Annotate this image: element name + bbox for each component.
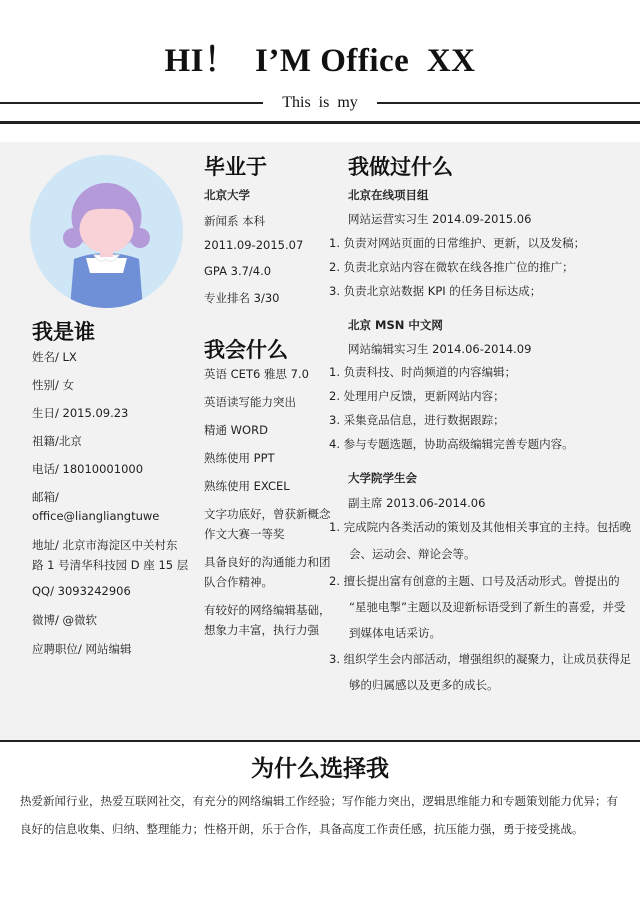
info-line: office@liangliangtuwe [32,509,160,523]
page-title: HI！ I’M Office XX [164,43,476,79]
education-line: GPA 3.7/4.0 [204,264,272,278]
skill-line: 熟练使用 PPT [204,451,275,465]
info-line: 生日/ 2015.09.23 [32,406,129,420]
page-subtitle: This is my [263,92,377,114]
section-heading-why-me: 为什么选择我 [251,756,389,782]
info-line: QQ/ 3093242906 [32,584,131,598]
education-line: 新闻系 本科 [204,214,266,228]
job-item: 到媒体电话采访。 [349,626,441,640]
job-role: 网站运营实习生 2014.09-2015.06 [348,212,532,226]
info-line: 路 1 号清华科技园 D 座 15 层 [32,558,189,572]
job-item: 2. 处理用户反馈，更新网站内容； [329,389,505,403]
skill-line: 英语读写能力突出 [204,395,296,409]
job-item: 1. 负责对网站页面的日常维护、更新，以及发稿； [329,236,586,250]
info-line: 性别/ 女 [32,378,75,392]
skill-line: 精通 WORD [204,423,268,437]
avatar [30,155,183,308]
skill-line: 文字功底好，曾获新概念 [204,507,331,521]
education-line: 2011.09-2015.07 [204,238,304,252]
why-me-text: 热爱新闻行业，热爱互联网社交，有充分的网络编辑工作经验；写作能力突出，逻辑思维能力和专题策划能力优异；有良好的信息收集、归纳、整理能力；性格开朗，乐于合作，具备高度工作责任感，抗压能力强，勇于接受挑战。 [20,794,618,836]
job-item: 1. 完成院内各类活动的策划及其他相关事宜的主持。包括晚 [329,520,632,534]
job-item: 3. 组织学生会内部活动，增强组织的凝聚力，让成员获得足 [329,652,632,666]
job-role: 网站编辑实习生 2014.06-2014.09 [348,342,532,356]
skill-line: 队合作精神。 [204,575,273,589]
info-line: 邮箱/ [32,490,59,504]
job-role: 副主席 2013.06-2014.06 [348,496,486,510]
info-line: 祖籍/北京 [32,434,82,448]
info-line: 电话/ 18010001000 [32,462,144,476]
job-org: 北京 MSN 中文网 [348,318,443,332]
job-item: 会、运动会、辩论会等。 [349,547,476,561]
skill-line: 具备良好的沟通能力和团 [204,555,331,569]
info-line: 地址/ 北京市海淀区中关村东 [32,538,178,552]
job-org: 大学院学生会 [348,471,417,485]
avatar-illustration-icon [30,155,183,308]
job-item: 2. 负责北京站内容在微软在线各推广位的推广； [329,260,574,274]
job-item: 1. 负责科技、时尚频道的内容编辑； [329,365,517,379]
info-line: 微博/ @微软 [32,613,98,627]
school-name: 北京大学 [204,188,250,202]
skill-line: 熟练使用 EXCEL [204,479,290,493]
skill-line: 英语 CET6 雅思 7.0 [204,367,309,381]
section-heading-who: 我是谁 [32,320,95,344]
skill-line: 有较好的网络编辑基础， [204,603,331,617]
job-item: 4. 参与专题选题，协助高级编辑完善专题内容。 [329,437,574,451]
job-item: 够的归属感以及更多的成长。 [349,678,499,692]
job-item: 2. 擅长提出富有创意的主题、口号及活动形式。曾提出的 [329,574,620,588]
job-item: 3. 采集竞品信息，进行数据跟踪； [329,413,505,427]
header-divider-bottom [0,121,640,124]
section-heading-education: 毕业于 [204,155,267,179]
skill-line: 想象力丰富，执行力强 [204,623,319,637]
section-heading-experience: 我做过什么 [348,155,453,179]
skill-line: 作文大赛一等奖 [204,527,285,541]
header [0,0,640,140]
job-item: “星驰电掣”主题以及迎新标语受到了新生的喜爱，并受 [349,600,626,614]
job-org: 北京在线项目组 [348,188,429,202]
info-line: 姓名/ LX [32,350,77,364]
info-line: 应聘职位/ 网站编辑 [32,642,132,656]
job-item: 3. 负责北京站数据 KPI 的任务目标达成； [329,284,542,298]
education-line: 专业排名 3/30 [204,291,280,305]
section-heading-skills: 我会什么 [204,338,288,362]
